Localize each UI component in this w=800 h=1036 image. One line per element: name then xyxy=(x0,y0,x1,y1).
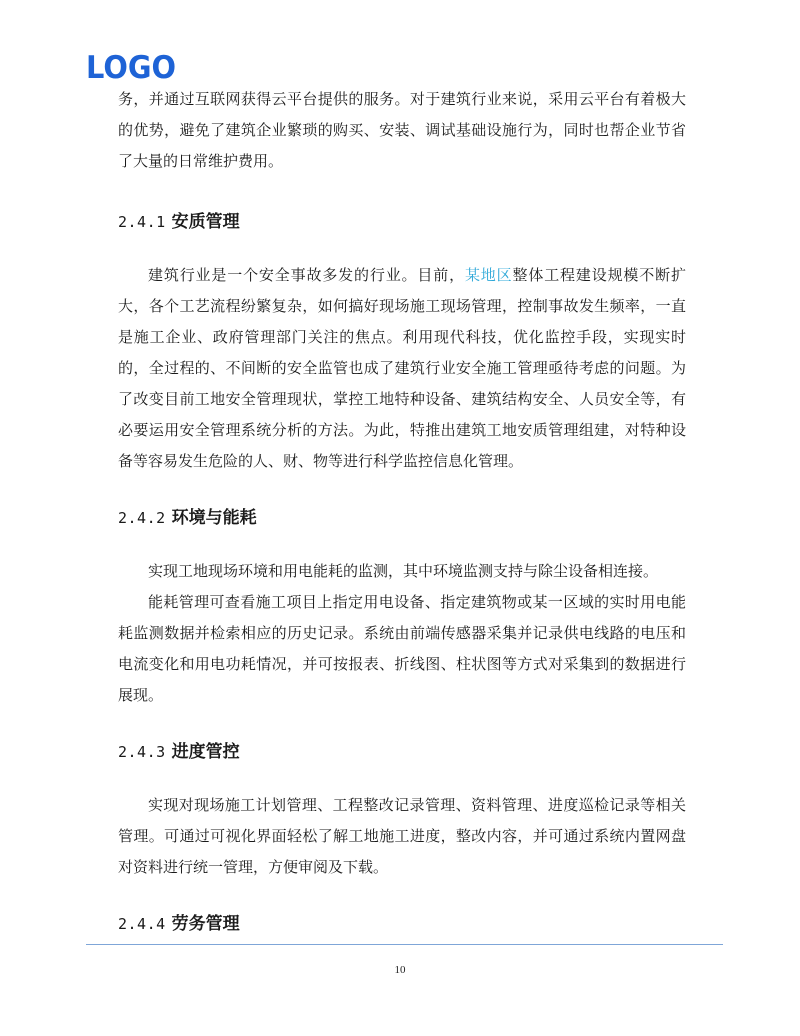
footer-divider xyxy=(86,944,723,945)
section-heading-2-4-3 xyxy=(118,737,686,767)
progress-paragraph: 实现对现场施工计划管理、工程整改记录管理、资料管理、进度巡检记录等相关管理。可通过可视化界面轻松了解工地施工进度，整改内容，并可通过系统内置网盘对资料进行统一管理，方便审阅及下载。 xyxy=(118,796,686,876)
intro-paragraph: 务，并通过互联网获得云平台提供的服务。对于建筑行业来说，采用云平台有着极大的优势，避免了建筑企业繁琐的购买、安装、调试基础设施行为，同时也帮企业节省了大量的日常维护费用。 xyxy=(118,90,686,170)
section-heading-2-4-4 xyxy=(118,909,686,939)
safety-paragraph: 建筑行业是一个安全事故多发的行业。目前，某地区整体工程建设规模不断扩大，各个工艺流程纷繁复杂，如何搞好现场施工现场管理，控制事故发生频率，一直是施工企业、政府管理部门关注的焦点。利用现代科技，优化监控手段，实现实时的，全过程的、不间断的安全监管也成了建筑行业安全施工管理亟待考虑的问题。为了改变目前工地安全管理现状，掌控工地特种设备、建筑结构安全、人员安全等，有必要运用安全管理系统分析的方法。为此，特推出建筑工地安质管理组建，对特种设备等容易发生危险的人、财、物等进行科学监控信息化管理。 xyxy=(118,266,686,470)
energy-paragraph: 能耗管理可查看施工项目上指定用电设备、指定建筑物或某一区域的实时用电能耗监测数据并检索相应的历史记录。系统由前端传感器采集并记录供电线路的电压和电流变化和用电功耗情况，并可按报表、折线图、柱状图等方式对采集到的数据进行展现。 xyxy=(118,593,686,704)
highlighted-region-text: 某地区 xyxy=(464,266,513,284)
section-number: 2.4.2 xyxy=(118,509,166,527)
logo xyxy=(86,50,178,82)
section-heading-2-4-2 xyxy=(118,503,686,533)
section-number: 2.4.4 xyxy=(118,915,166,933)
section-number: 2.4.3 xyxy=(118,743,166,761)
section-title: 劳务管理 xyxy=(171,914,240,934)
section-title: 安质管理 xyxy=(171,212,240,232)
section-number: 2.4.1 xyxy=(118,213,166,231)
section-title: 环境与能耗 xyxy=(171,508,257,528)
document-body xyxy=(118,84,686,939)
section-heading-2-4-1 xyxy=(118,207,686,237)
page-number: 10 xyxy=(394,964,406,976)
section-title: 进度管控 xyxy=(171,742,240,762)
environment-paragraph: 实现工地现场环境和用电能耗的监测，其中环境监测支持与除尘设备相连接。 xyxy=(148,562,659,580)
logo-text: LOGO xyxy=(86,50,176,82)
